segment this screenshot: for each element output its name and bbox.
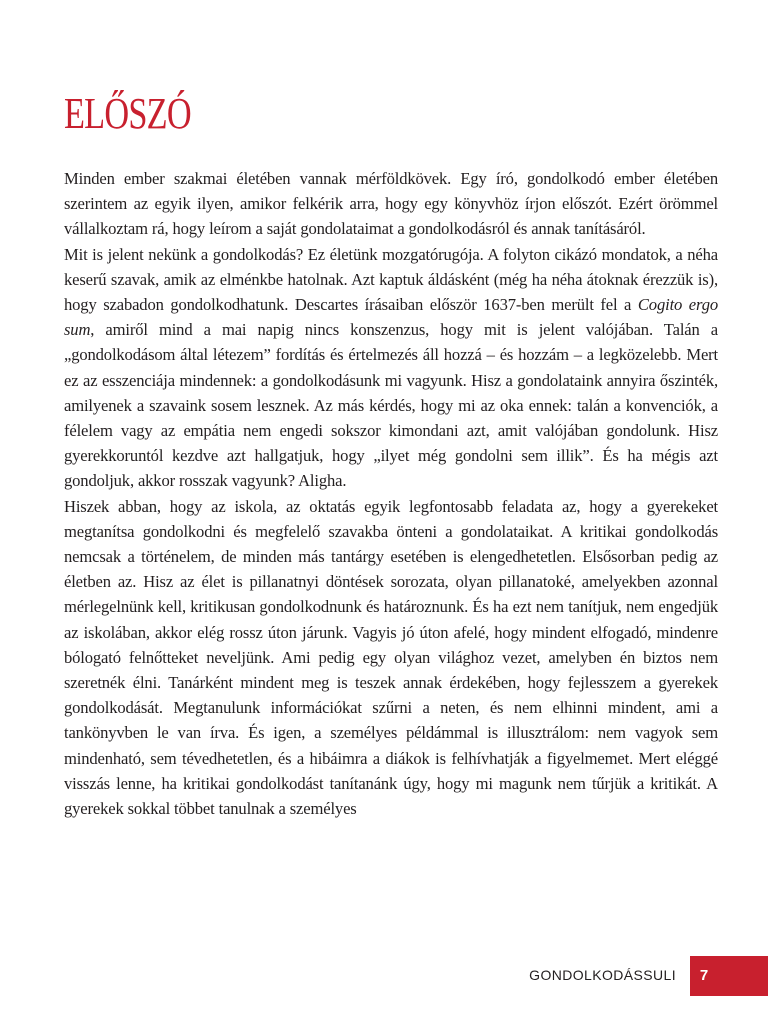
paragraph <box>64 494 718 822</box>
latin-quote: Cogito ergo sum <box>64 295 718 340</box>
running-footer-title: GONDOLKODÁSSULI <box>529 967 676 983</box>
body-text <box>64 166 718 821</box>
paragraph-text: Hiszek abban, hogy az iskola, az oktatás egyik legfontosabb feladata az, hogy a gyerekeket megtanítsa gondolkodni és megfelelő szavakba önteni a gondolataikat. A kritikai gondolkodás nemcsak a történelem, de minden más tantárgy esetében is elengedhetetlen. Elsősorban pedig az életben az. Hisz az élet is pillanatnyi döntések sorozata, olyan pillanatoké, amelyekben azonnal mérlegelnünk kell, kritikusan gondolkodnunk és határoznunk. És ha ezt nem tanítjuk, nem engedjük az iskolában, akkor elég rossz úton járunk. Vagyis jó úton afelé, hogy mindent elfogadó, mindenre bólogató felnőtteket neveljünk. Ami pedig egy olyan világhoz vezet, amelyben én biztos nem szeretnék élni. Tanárként mindent meg is teszek annak érdekében, hogy fejlesszem a gyerekek gondolkodását. Megtanulunk információkat szűrni a neten, és nem elhinni mindent, ami a tankönyvben le van írva. És igen, a személyes példámmal is illusztrálom: nem vagyok sem mindenható, sem tévedhetetlen, és a hibáimra a diákok is felhívhatják a figyelmemet. Mert eléggé visszás lenne, ha kritikai gondolkodást tanítanánk úgy, hogy mi magunk nem tűrjük a kritikát. A gyerekek sokkal többet tanulnak a személyes <box>64 496 718 819</box>
paragraph <box>64 242 718 494</box>
paragraph <box>64 166 718 242</box>
paragraph-text: Minden ember szakmai életében vannak mérföldkövek. Egy író, gondolkodó ember életében szerintem az egyik ilyen, amikor felkérik arra, hogy egy könyvhöz írjon előszót. Ezért örömmel vállalkoztam rá, hogy leírom a saját gondolataimat a gondolkodásról és annak tanításáról. <box>64 169 718 239</box>
page-title: ELŐSZÓ <box>64 89 191 138</box>
page-number: 7 <box>699 967 709 984</box>
paragraph-text: , amiről mind a mai napig nincs konszenzus, hogy mit is jelent valójában. Talán a „gondolkodásom által létezem” fordítás és értelmezés áll hozzá – és hozzám – a legközelebb. Mert ez az esszenciája mindennek: a gondolkodásunk mi vagyunk. Hisz a gondolataink annyira őszinték, amilyenek a szavaink sosem lesznek. Az más kérdés, hogy mi az oka ennek: talán a konvenciók, a félelem vagy az empátia nem engedi sokszor kimondani azt, amit valójában gondolunk. Hisz gyerekkoruntól kezdve azt hallgatjuk, hogy „ilyet még gondolni sem illik”. És ha mégis azt gondoljuk, akkor rosszak vagyunk? Aligha. <box>64 320 718 491</box>
paragraph-text: Mit is jelent nekünk a gondolkodás? Ez életünk mozgatórugója. A folyton cikázó mondatok, a néha keserű szavak, amik az elménkbe hatolnak. Azt kaptuk áldásként (még ha néha átoknak érezzük is), hogy szabadon gondolkodhatunk. Descartes írásaiban először 1637-ben merült fel a <box>64 244 718 315</box>
page-number-tab <box>690 956 768 996</box>
